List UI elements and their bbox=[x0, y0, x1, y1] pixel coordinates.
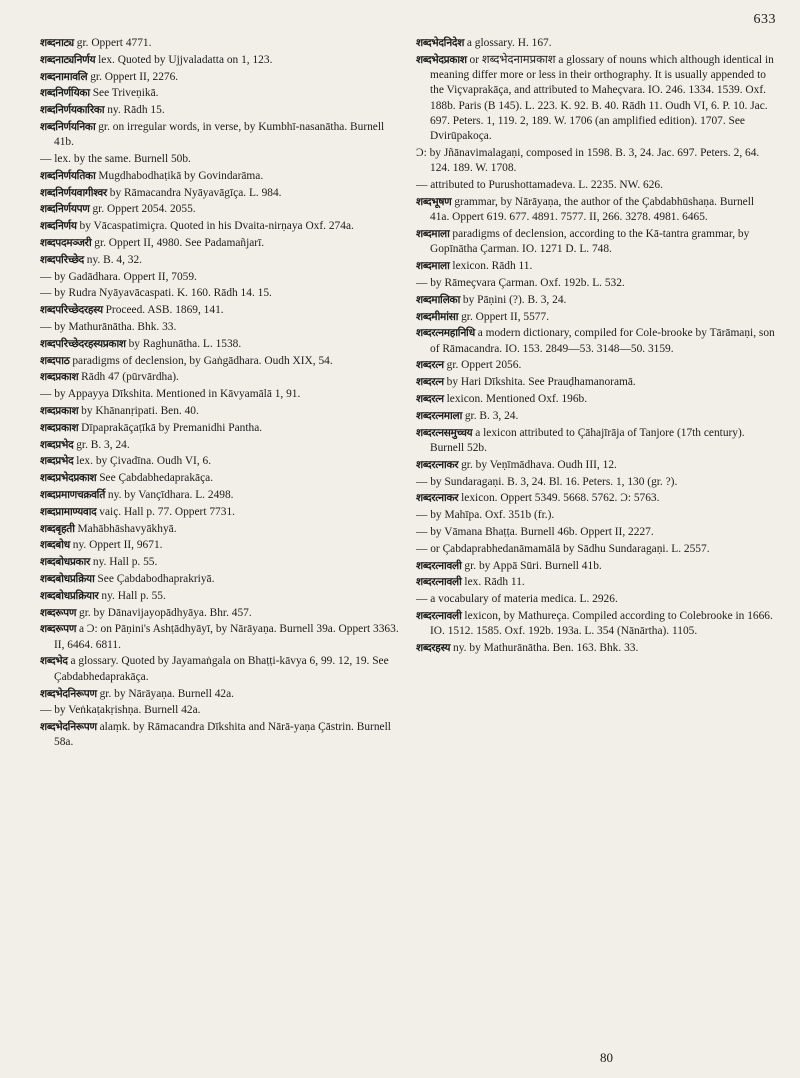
catalog-entry bbox=[40, 687, 400, 702]
entry-text: — by Sundaragaṇi. B. 3, 24. Bl. 16. Peters. 1, 130 (gr. ?). bbox=[416, 475, 678, 488]
entry-text: — attributed to Purushottamadeva. L. 2235. NW. 626. bbox=[416, 179, 663, 192]
entry-text: paradigms of declension, by Gaṅgādhara. Oudh XIX, 54. bbox=[72, 354, 333, 367]
catalog-entry bbox=[416, 276, 776, 291]
entry-headword: शब्दप्रकाश bbox=[40, 421, 79, 434]
entry-headword: शब्दबोधप्रकार bbox=[40, 556, 91, 569]
entry-headword: शब्दमालिका bbox=[416, 293, 461, 306]
entry-text: ny. Rādh 15. bbox=[107, 104, 165, 117]
catalog-entry bbox=[416, 392, 776, 407]
entry-text: — by Rāmeçvara Çarman. Oxf. 192b. L. 532. bbox=[416, 276, 625, 289]
catalog-entry bbox=[40, 120, 400, 151]
entry-headword: शब्दप्रमाणचक्रवर्ति bbox=[40, 489, 106, 502]
catalog-entry bbox=[416, 36, 776, 51]
entry-text: alaṃk. by Rāmacandra Dīkshita and Nārā-yaṇa Çāstrin. Burnell 58a. bbox=[54, 721, 391, 749]
entry-text: gr. by Dānavijayopādhyāya. Bhr. 457. bbox=[79, 606, 252, 619]
entry-headword: शब्दपदमञ्जरी bbox=[40, 237, 92, 250]
catalog-entry bbox=[416, 491, 776, 506]
entry-headword: शब्दनिर्णयपण bbox=[40, 203, 90, 216]
entry-text: — by Appayya Dīkshita. Mentioned in Kāvyamālā 1, 91. bbox=[40, 388, 301, 401]
catalog-entry bbox=[416, 259, 776, 274]
page-number: 633 bbox=[753, 12, 776, 27]
entry-headword: शब्दभेदनिरूपण bbox=[40, 721, 97, 734]
catalog-entry bbox=[40, 152, 400, 167]
catalog-entry bbox=[40, 36, 400, 51]
entry-text: Ɔ: by Jñānavimalagaṇi, composed in 1598. B. 3, 24. Jac. 697. Peters. 2, 64. 124. 189. W. 1708. bbox=[416, 147, 760, 175]
catalog-entry bbox=[40, 720, 400, 751]
entry-text: gr. B. 3, 24. bbox=[464, 409, 519, 422]
entry-text: gr. Oppert 4771. bbox=[76, 37, 152, 49]
entry-text: Dīpaprakāçaṭīkā by Premanidhi Pantha. bbox=[81, 421, 263, 434]
entry-text: — by Gadādhara. Oppert II, 7059. bbox=[40, 270, 197, 283]
catalog-entry bbox=[40, 404, 400, 419]
entry-text: gr. B. 3, 24. bbox=[76, 438, 130, 451]
entry-text: gr. by Veṇīmādhava. Oudh III, 12. bbox=[461, 458, 617, 471]
entry-headword: शब्दरत्नाकर bbox=[416, 492, 459, 505]
entry-text: by Pāṇini (?). B. 3, 24. bbox=[462, 293, 567, 306]
entry-headword: शब्दबोधप्रक्रिया bbox=[40, 573, 95, 585]
entry-headword: शब्दरत्नमहानिधि bbox=[416, 327, 475, 340]
entry-headword: शब्दरत्नाकर bbox=[416, 458, 459, 471]
catalog-entry bbox=[40, 103, 400, 118]
catalog-entry bbox=[416, 293, 776, 308]
entry-text: ny. Oppert II, 9671. bbox=[72, 539, 163, 552]
entry-headword: शब्दरत्न bbox=[416, 359, 444, 372]
catalog-entry bbox=[40, 438, 400, 453]
entry-headword: शब्दरत्नावली bbox=[416, 559, 462, 572]
entry-text: a glossary. H. 167. bbox=[466, 37, 552, 49]
entry-text: lex. by Çivadīna. Oudh VI, 6. bbox=[76, 455, 212, 468]
entry-text: gr. Oppert II, 2276. bbox=[90, 70, 179, 83]
catalog-entry bbox=[416, 559, 776, 574]
entry-text: ny. by Mathurānātha. Ben. 163. Bhk. 33. bbox=[453, 641, 639, 654]
entry-text: Mugdhabodhaṭikā by Govindarāma. bbox=[98, 169, 264, 182]
entry-text: See Çabdabhedaprakāça. bbox=[99, 472, 214, 485]
entry-text: lexicon. Mentioned Oxf. 196b. bbox=[446, 393, 588, 406]
entry-headword: शब्दनाट्यनिर्णय bbox=[40, 53, 96, 66]
entry-headword: शब्दनिर्णयिका bbox=[40, 87, 90, 100]
entry-headword: शब्दनामावलि bbox=[40, 70, 88, 83]
catalog-entry bbox=[40, 505, 400, 520]
entry-headword: शब्दरत्नावली bbox=[416, 576, 462, 589]
entry-text: lexicon, by Mathureça. Compiled according to Colebrooke in 1666. IO. 1512. 1585. Oxf. 192b. 193a. L. 354 (Nānārtha). 1105. bbox=[430, 609, 773, 638]
entry-text: ny. Hall p. 55. bbox=[101, 589, 166, 602]
catalog-entry bbox=[416, 53, 776, 145]
entry-headword: शब्दबृहती bbox=[40, 522, 75, 535]
left-column bbox=[40, 36, 400, 752]
catalog-entry bbox=[40, 169, 400, 184]
entry-headword: शब्दप्रभेद bbox=[40, 438, 74, 451]
catalog-entry bbox=[416, 592, 776, 607]
entry-text: by Hari Dīkshita. See Prauḍhamanoramā. bbox=[446, 376, 636, 389]
catalog-entry bbox=[416, 458, 776, 473]
entry-text: by Khānanṛipati. Ben. 40. bbox=[81, 405, 199, 418]
catalog-entry bbox=[416, 178, 776, 193]
entry-text: gr. Oppert II, 4980. See Padamañjarī. bbox=[94, 237, 265, 250]
entry-headword: शब्दरूपण bbox=[40, 606, 77, 619]
catalog-entry bbox=[40, 555, 400, 570]
entry-text: — a vocabulary of materia medica. L. 2926. bbox=[416, 593, 618, 606]
entry-text: by Rāmacandra Nyāyavāgīça. L. 984. bbox=[109, 186, 282, 199]
signature-mark: 80 bbox=[600, 1050, 613, 1065]
catalog-entry bbox=[40, 522, 400, 537]
entry-headword: शब्दनिर्णयतिका bbox=[40, 169, 96, 182]
entry-headword: शब्दरूपण bbox=[40, 623, 77, 636]
catalog-entry bbox=[40, 253, 400, 268]
entry-headword: शब्दमाला bbox=[416, 228, 450, 241]
entry-text: — by Vāmana Bhaṭṭa. Burnell 46b. Oppert II, 2227. bbox=[416, 525, 654, 538]
entry-text: gr. Oppert 2054. 2055. bbox=[92, 203, 196, 216]
entry-text: vaiç. Hall p. 77. Oppert 7731. bbox=[99, 505, 235, 518]
entry-text: See Triveṇikā. bbox=[92, 87, 159, 100]
entry-text: — lex. by the same. Burnell 50b. bbox=[40, 153, 191, 166]
catalog-entry bbox=[40, 286, 400, 301]
entry-headword: शब्दप्रभेदप्रकाश bbox=[40, 472, 97, 485]
entry-text: lex. Quoted by Ujjvaladatta on 1, 123. bbox=[98, 53, 273, 66]
catalog-entry bbox=[40, 454, 400, 469]
catalog-entry bbox=[416, 195, 776, 226]
entry-headword: शब्दरत्नावली bbox=[416, 609, 462, 622]
entry-text: a lexicon attributed to Çāhajīrāja of Tanjore (17th century). Burnell 52b. bbox=[430, 426, 745, 454]
entry-headword: शब्दभेदनिदेश bbox=[416, 37, 465, 49]
catalog-entry bbox=[40, 70, 400, 85]
entry-headword: शब्दबोध bbox=[40, 539, 70, 552]
entry-text: — by Veṅkaṭakṛishṇa. Burnell 42a. bbox=[40, 704, 201, 717]
catalog-entry bbox=[40, 421, 400, 436]
entry-headword: शब्दपरिच्छेद bbox=[40, 253, 84, 266]
catalog-entry bbox=[416, 326, 776, 357]
entry-text: Rādh 47 (pūrvārdha). bbox=[81, 371, 179, 384]
entry-text: a Ɔ: on Pāṇini's Ashṭādhyāyī, by Nārāyaṇa. Burnell 39a. Oppert 3363. II, 6464. 6811. bbox=[54, 623, 399, 651]
entry-text: ny. B. 4, 32. bbox=[86, 253, 143, 266]
entry-headword: शब्दनाट्य bbox=[40, 37, 74, 49]
entry-text: by Vācaspatimiçra. Quoted in his Dvaita-nirṇaya Oxf. 274a. bbox=[79, 220, 354, 233]
catalog-entry bbox=[40, 622, 400, 653]
catalog-entry bbox=[40, 219, 400, 234]
catalog-entry bbox=[40, 572, 400, 587]
catalog-entry bbox=[40, 654, 400, 685]
entry-text: paradigms of declension, according to the Kā-tantra grammar, by Gopīnātha Çarman. IO. 1271 D. L. 748. bbox=[430, 228, 750, 256]
entry-text: lexicon. Oppert 5349. 5668. 5762. Ɔ: 5763. bbox=[461, 492, 660, 505]
right-column bbox=[416, 36, 776, 658]
entry-text: lexicon. Rādh 11. bbox=[452, 260, 533, 273]
catalog-entry bbox=[416, 375, 776, 390]
entry-text: gr. on irregular words, in verse, by Kumbhī-nasanātha. Burnell 41b. bbox=[54, 120, 385, 149]
entry-text: a glossary. Quoted by Jayamaṅgala on Bhaṭṭi-kāvya 6, 99. 12, 19. See Çabdabhedaprakāça. bbox=[54, 655, 389, 683]
entry-headword: शब्दप्रामाण्यवाद bbox=[40, 505, 97, 518]
entry-headword: शब्दप्रकाश bbox=[40, 371, 79, 384]
catalog-entry bbox=[416, 641, 776, 656]
catalog-entry bbox=[40, 488, 400, 503]
entry-headword: शब्दरत्न bbox=[416, 393, 444, 406]
catalog-entry bbox=[40, 303, 400, 318]
entry-headword: शब्दभेदप्रकाश bbox=[416, 53, 467, 66]
catalog-entry bbox=[40, 337, 400, 352]
entry-text: or शब्दभेदनामप्रकाश a glossary of nouns which although identical in meaning differ more or less in their orthography. It is usually appended to the Viçvaprakāça, and attributed to Maheçvara. IO. 246. 1334. 1539. Oxf. 188b. Paris (B 145). L. 223. K. 92. B. 40. Rādh 11. Oudh VI, 6. P. 10. Jac. 697. Peters. 1, 119. 2, 189. W. 1706 (an amplified edition). 1707. See Dvirūpakoça. bbox=[430, 53, 774, 143]
catalog-entry bbox=[40, 703, 400, 718]
entry-text: — by Mathurānātha. Bhk. 33. bbox=[40, 321, 177, 334]
entry-headword: शब्दबोधप्रक्रियार bbox=[40, 589, 99, 602]
entry-headword: शब्दपाठ bbox=[40, 354, 70, 367]
entry-text: — or Çabdaprabhedanāmamālā by Sādhu Sundaragaṇi. L. 2557. bbox=[416, 542, 710, 555]
catalog-entry bbox=[40, 370, 400, 385]
entry-text: ny. Hall p. 55. bbox=[92, 556, 158, 569]
catalog-entry bbox=[40, 354, 400, 369]
entry-headword: शब्दरत्नसमुच्चय bbox=[416, 426, 473, 439]
entry-text: gr. Oppert 2056. bbox=[446, 359, 522, 372]
catalog-entry bbox=[40, 202, 400, 217]
entry-text: lex. Rādh 11. bbox=[464, 576, 525, 589]
catalog-entry bbox=[40, 53, 400, 68]
catalog-entry bbox=[40, 589, 400, 604]
catalog-entry bbox=[416, 542, 776, 557]
catalog-entry bbox=[40, 270, 400, 285]
catalog-entry bbox=[416, 358, 776, 373]
catalog-entry bbox=[416, 409, 776, 424]
catalog-entry bbox=[416, 575, 776, 590]
catalog-entry bbox=[416, 609, 776, 640]
entry-headword: शब्दपरिच्छेदरहस्य bbox=[40, 304, 103, 317]
entry-text: gr. Oppert II, 5577. bbox=[461, 310, 550, 323]
catalog-entry bbox=[40, 320, 400, 335]
catalog-entry bbox=[40, 606, 400, 621]
entry-text: gr. by Appā Sūri. Burnell 41b. bbox=[464, 559, 602, 572]
entry-headword: शब्दमीमांसा bbox=[416, 310, 459, 323]
catalog-entry bbox=[40, 387, 400, 402]
entry-headword: शब्दनिर्णयनिका bbox=[40, 120, 96, 133]
entry-text: grammar, by Nārāyaṇa, the author of the Çabdabhūshaṇa. Burnell 41a. Oppert 619. 677. 4891. 7577. II, 266. 3278. 4981. 6465. bbox=[430, 195, 755, 224]
entry-text: Mahābhāshavyākhyā. bbox=[77, 522, 177, 535]
entry-headword: शब्दनिर्णयकारिका bbox=[40, 104, 105, 117]
catalog-entry bbox=[40, 471, 400, 486]
catalog-entry bbox=[40, 538, 400, 553]
entry-headword: शब्दरत्न bbox=[416, 376, 444, 389]
entry-headword: शब्दरत्नमाला bbox=[416, 409, 462, 422]
catalog-entry bbox=[416, 227, 776, 258]
catalog-entry bbox=[40, 86, 400, 101]
catalog-entry bbox=[416, 146, 776, 177]
entry-headword: शब्दरहस्य bbox=[416, 641, 451, 654]
catalog-entry bbox=[40, 236, 400, 251]
catalog-entry bbox=[40, 186, 400, 201]
entry-text: — by Mahīpa. Oxf. 351b (fr.). bbox=[416, 509, 555, 522]
catalog-entry bbox=[416, 508, 776, 523]
entry-text: a modern dictionary, compiled for Cole-brooke by Tārāmaṇi, son of Rāmacandra. IO. 153. 2849—53. 3148—50. 3159. bbox=[430, 327, 775, 355]
entry-text: ny. by Vançīdhara. L. 2498. bbox=[107, 489, 234, 502]
entry-headword: शब्दप्रकाश bbox=[40, 405, 79, 418]
catalog-entry bbox=[416, 475, 776, 490]
entry-headword: शब्दभेद bbox=[40, 655, 68, 668]
catalog-entry bbox=[416, 310, 776, 325]
entry-text: by Raghunātha. L. 1538. bbox=[128, 337, 242, 350]
entry-headword: शब्दमाला bbox=[416, 260, 450, 273]
entry-text: See Çabdabodhaprakriyā. bbox=[97, 573, 215, 585]
entry-headword: शब्दनिर्णय bbox=[40, 220, 77, 233]
entry-text: — by Rudra Nyāyavācaspati. K. 160. Rādh 14. 15. bbox=[40, 287, 272, 300]
entry-headword: शब्दनिर्णयवागीश्वर bbox=[40, 186, 107, 199]
entry-headword: शब्दप्रभेद bbox=[40, 455, 74, 468]
catalog-entry bbox=[416, 525, 776, 540]
entry-text: gr. by Nārāyaṇa. Burnell 42a. bbox=[99, 687, 235, 700]
catalog-entry bbox=[416, 426, 776, 457]
entry-headword: शब्दभूषण bbox=[416, 195, 452, 208]
entry-headword: शब्दपरिच्छेदरहस्यप्रकाश bbox=[40, 337, 126, 350]
entry-headword: शब्दभेदनिरूपण bbox=[40, 687, 97, 700]
entry-text: Proceed. ASB. 1869, 141. bbox=[105, 304, 224, 317]
